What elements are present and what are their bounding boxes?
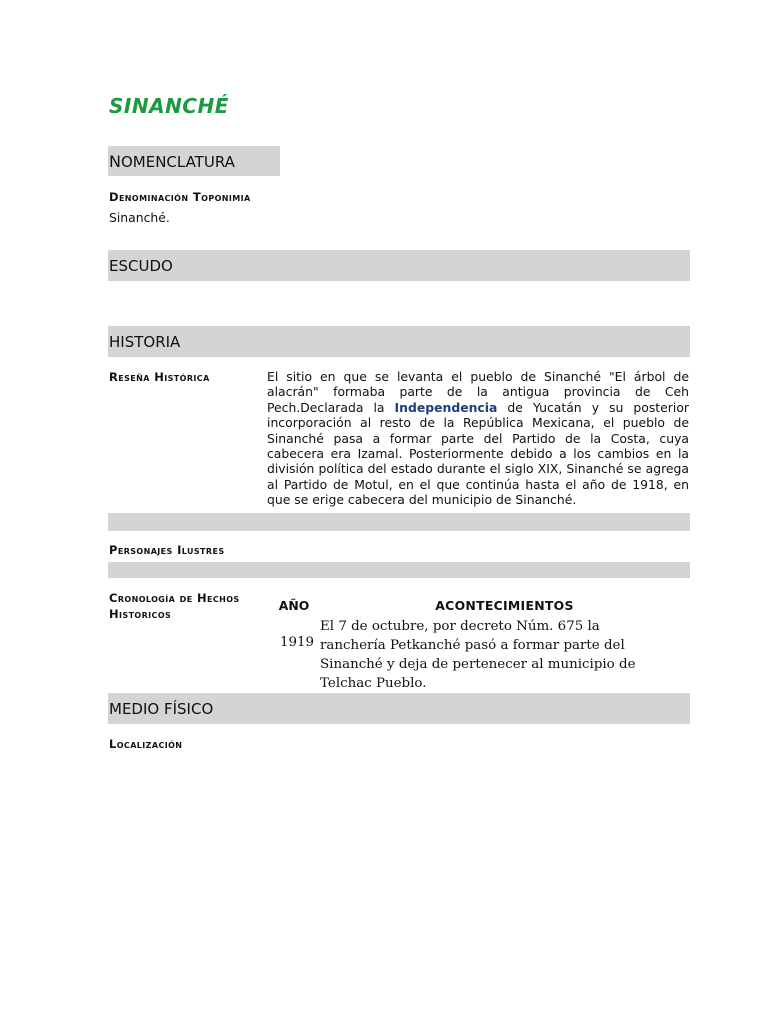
section-bar-historia: [108, 326, 690, 357]
independencia-link[interactable]: Independencia: [394, 399, 498, 415]
section-heading-historia: HISTORIA: [109, 333, 181, 351]
section-bar-nomenclatura: [108, 146, 280, 176]
section-heading-medio-fisico: MEDIO FÍSICO: [109, 700, 214, 718]
heading-rest: OMENCLATURA: [120, 153, 235, 171]
section-heading-escudo: ESCUDO: [109, 257, 173, 275]
cronologia-label: [109, 590, 240, 622]
cronologia-label-line2: Historicos: [109, 607, 172, 621]
col-header-year: AÑO: [278, 598, 310, 613]
col-header-event: ACONTECIMIENTOS: [435, 598, 574, 613]
separator-bar-1: [108, 513, 690, 531]
heading-initial: N: [109, 152, 121, 171]
resena-text: [267, 369, 689, 508]
section-bar-medio-fisico: [108, 693, 690, 724]
personajes-label: Personajes Ilustres: [109, 543, 225, 557]
table-row-year: 1919: [280, 635, 315, 650]
localizacion-label: Localización: [109, 737, 183, 751]
cronologia-label-line1: Cronología de Hechos: [109, 591, 240, 605]
denominacion-value: Sinanché.: [109, 210, 170, 225]
resena-part2: de Yucatán y su posterior incorporación al resto de la República Mexicana, el pueblo de Sinanché pasa a formar parte del Partido de la Costa, cuya cabecera era Izamal. Posteriormente debido a los cambios en la división política del estado durante el siglo XIX, Sinanché se agrega al Partido de Motul, en el que continúa hasta el año de 1918, en que se erige cabecera del municipio de Sinanché.: [267, 399, 689, 508]
page-title: SINANCHÉ: [109, 94, 229, 118]
resena-part1: El sitio en que se levanta el pueblo de Sinanché "El árbol de alacrán" formaba parte de la antigua provincia de Ceh Pech.Declarada la: [267, 369, 689, 415]
denominacion-label: Denominación Toponimia: [109, 190, 251, 204]
resena-label: Reseña Histórica: [109, 370, 210, 384]
separator-bar-2: [108, 562, 690, 578]
section-bar-escudo: [108, 250, 690, 281]
table-row-event: El 7 de octubre, por decreto Núm. 675 la ranchería Petkanché pasó a formar parte del Sinanché y deja de pertenecer al municipio de Telchac Pueblo.: [320, 619, 636, 691]
section-heading-nomenclatura: [109, 152, 235, 171]
